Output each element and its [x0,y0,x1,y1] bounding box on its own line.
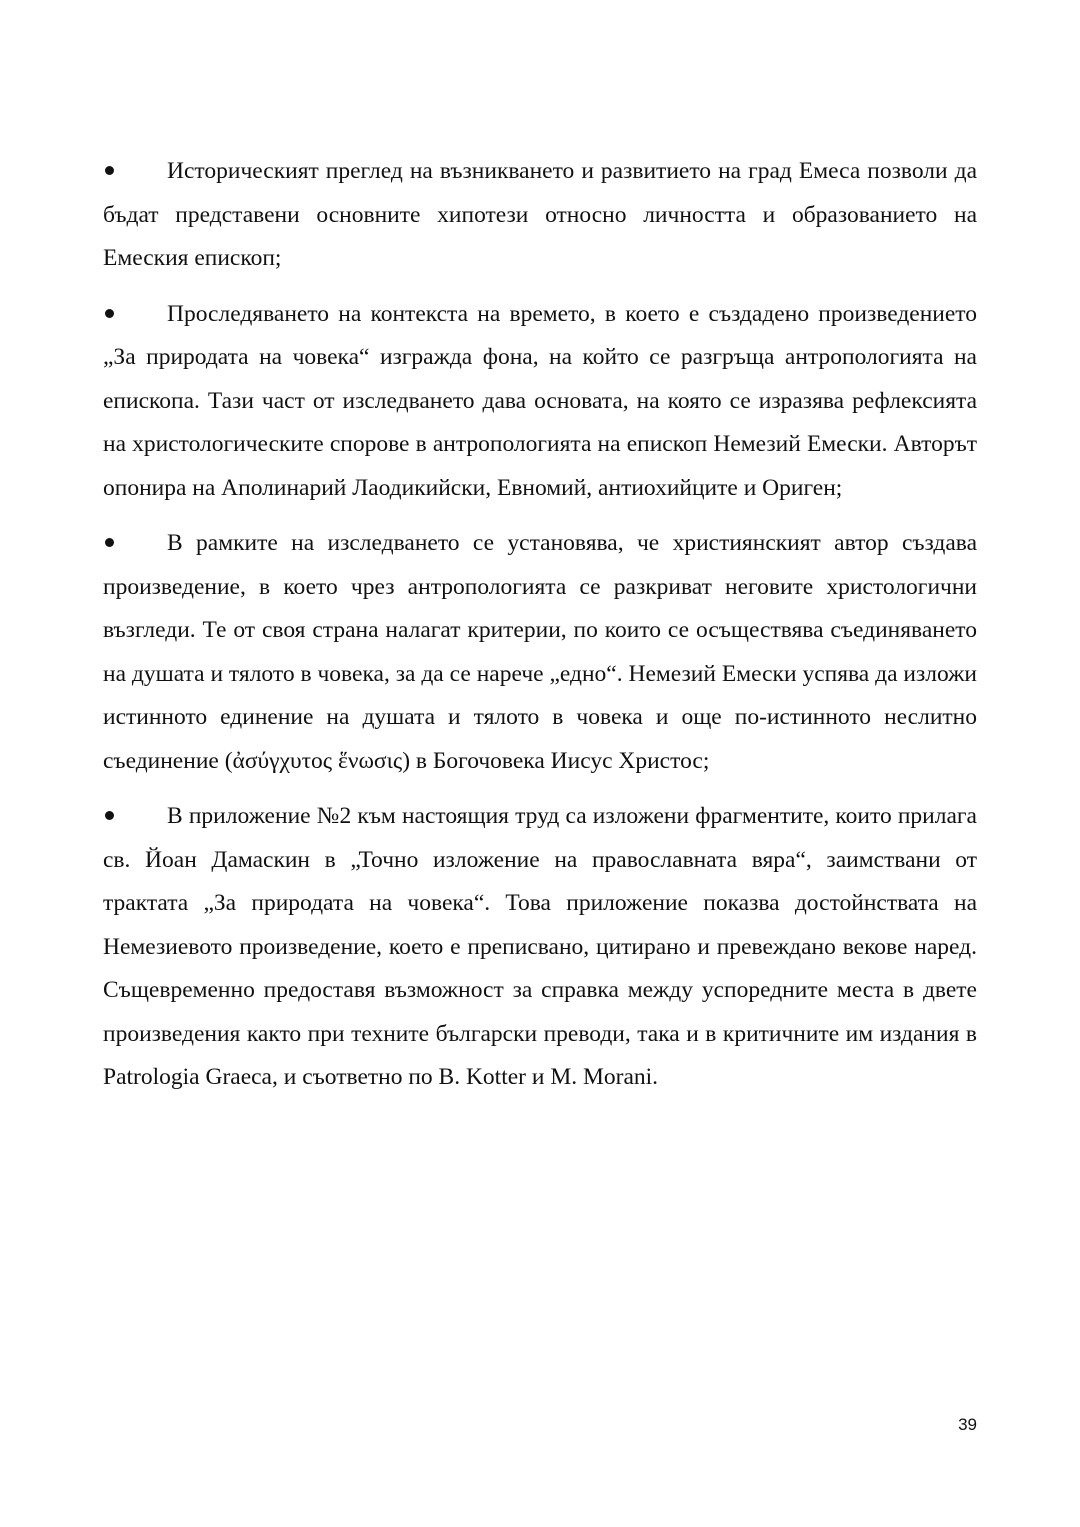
bullet-icon [103,293,167,337]
bullet-item-text: Историческият преглед на възникването и развитието на град Емеса позволи да бъдат представени основните хипотези относно личността и образованието на Емеския епископ; [103,158,977,271]
page-body [103,150,977,1112]
bullet-item-1 [103,150,977,281]
bullet-item-3 [103,522,977,783]
bullet-item-2 [103,293,977,511]
bullet-item-text: В рамките на изследването се установява, че християнският автор създава произведение, в което чрез антропологията се разкриват неговите христологични възгледи. Те от своя страна налагат критерии, по които се осъществява съединяването на душата и тялото в човека, за да се нарече „едно“. Немезий Емески успява да изложи истинното единение на душата и тялото в човека и още по-истинното неслитно съединение (ἀσύγχυτος ἕνωσις) в Богочовека Иисус Христос; [103,530,977,774]
page-number: 39 [958,1415,977,1434]
bullet-item-4 [103,795,977,1100]
bullet-icon [103,795,167,839]
bullet-item-text: В приложение №2 към настоящия труд са изложени фрагментите, които прилага св. Йоан Дамаскин в „Точно изложение на православната вяра“, заимствани от трактата „За природата на човека“. Това приложение показва достойнствата на Немезиевото произведение, което е преписвано, цитирано и превеждано векове наред. Същевременно предоставя възможност за справка между успоредните места в двете произведения както при техните български преводи, така и в критичните им издания в Patrologia Graeca, и съответно по B. Kotter и M. Morani. [103,803,977,1090]
bullet-item-text: Проследяването на контекста на времето, в което е създадено произведението „За природата на човека“ изгражда фона, на който се разгръща антропологията на епископа. Тази част от изследването дава основата, на която се изразява рефлексията на христологическите спорове в антропологията на епископ Немезий Емески. Авторът опонира на Аполинарий Лаодикийски, Евномий, антиохийците и Ориген; [103,300,977,501]
bullet-icon [103,522,167,566]
bullet-icon [103,150,167,194]
